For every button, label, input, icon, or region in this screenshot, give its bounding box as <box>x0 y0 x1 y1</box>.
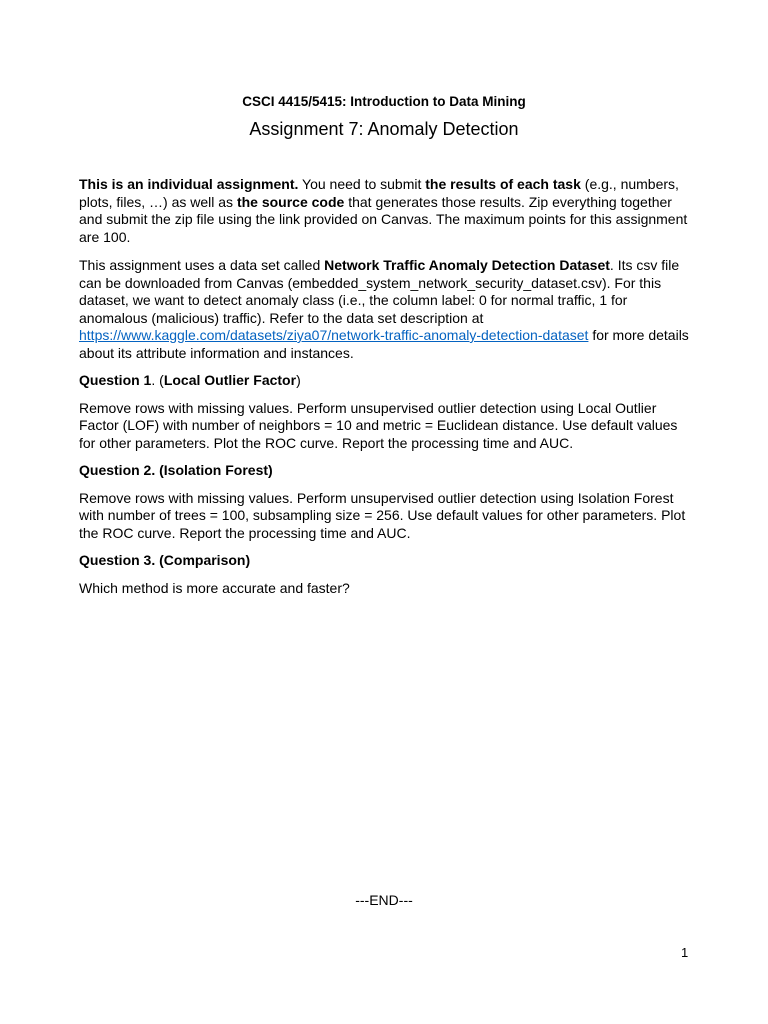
intro-paragraph <box>79 176 689 246</box>
question-1-body: Remove rows with missing values. Perform unsupervised outlier detection using Local Outlier Factor (LOF) with number of neighbors = 10 and metric = Euclidean distance. Use default values for other parameters. Plot the ROC curve. Report the processing time and AUC. <box>79 399 678 451</box>
dataset-text-2: . Its csv file can be downloaded from Canvas (embedded_system_network_security_dataset.csv). For this dataset, we want to detect anomaly class (i.e., the column label: 0 for normal traffic, 1 for anomalous (malicious) traffic). Refer to the data set description at <box>79 257 680 326</box>
question-3-heading-text: Question 3. (Comparison) <box>79 552 251 568</box>
page-number: 1 <box>681 945 689 960</box>
end-marker: ---END--- <box>355 892 413 908</box>
document-body <box>79 176 689 607</box>
question-1-label: Question 1 <box>79 372 152 388</box>
intro-text-2: (e.g., numbers, plots, files, …) as well as <box>79 176 679 210</box>
question-1-separator: . ( <box>151 372 164 388</box>
course-title: CSCI 4415/5415: Introduction to Data Mining <box>242 94 526 109</box>
dataset-paragraph <box>79 257 689 362</box>
question-3-heading <box>79 552 689 570</box>
dataset-name-bold: Network Traffic Anomaly Detection Dataset <box>324 257 610 273</box>
assignment-title: Assignment 7: Anomaly Detection <box>249 119 519 139</box>
intro-bold-individual: This is an individual assignment. <box>79 176 299 192</box>
dataset-text-3: for more details about its attribute information and instances. <box>79 327 689 361</box>
question-2-heading-text: Question 2. (Isolation Forest) <box>79 462 273 478</box>
question-3-body: Which method is more accurate and faster? <box>79 579 350 596</box>
question-1-close: ) <box>296 372 301 388</box>
intro-text-1: You need to submit <box>298 176 426 192</box>
intro-text-3: that generates those results. Zip everything together and submit the zip file using the link provided on Canvas. The maximum points for this assignment are 100. <box>79 193 688 245</box>
dataset-text-1: This assignment uses a data set called <box>79 257 325 273</box>
question-1-method: Local Outlier Factor <box>163 372 297 388</box>
intro-bold-source-code: the source code <box>236 193 345 210</box>
question-2-body: Remove rows with missing values. Perform unsupervised outlier detection using Isolation Forest with number of trees = 100, subsampling size = 256. Use default values for other parameters. Plot the ROC curve. Report the processing time and AUC. <box>79 489 686 541</box>
question-1-heading <box>79 372 689 390</box>
dataset-link[interactable]: https://www.kaggle.com/datasets/ziya07/network-traffic-anomaly-detection-dataset <box>79 327 589 343</box>
question-2-heading <box>79 462 689 480</box>
intro-bold-results: the results of each task <box>425 176 581 192</box>
